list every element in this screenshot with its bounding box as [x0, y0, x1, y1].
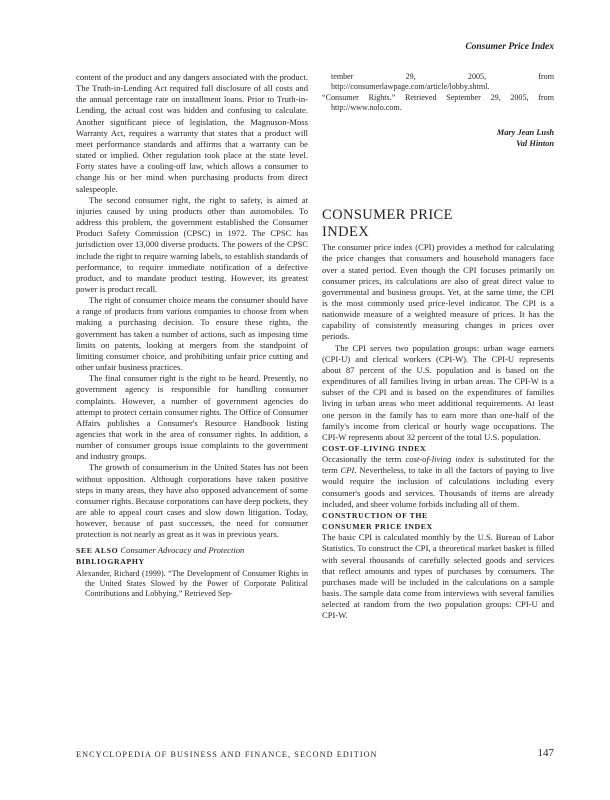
- bibliography-entry: “Consumer Rights.” Retrieved September 29, 2005, from http://www.nolo.com.: [322, 92, 554, 112]
- page-number: 147: [537, 747, 554, 759]
- body-paragraph: content of the product and any dangers associated with the product. The Truth-in-Lending Act required full disclosure of all costs and the annual percentage rate on installment loans. Prior to Truth-in-Lending, the actual cost was hidden and confusing to calculate. Another significant piece of legislation, the Magnuson-Moss Warranty Act, requires a warranty that states that a product will meet performance standards and affirms that a warranty can be stated or implied. Other regulation took place at the state level. Forty states have a cooling-off law, which allows a consumer to change his or her mind when purchasing products from direct salespeople.: [76, 72, 308, 194]
- section-heading: COST-OF-LIVING INDEX: [322, 444, 427, 453]
- see-also-label: SEE ALSO: [76, 545, 119, 555]
- left-column: [76, 72, 308, 600]
- body-paragraph: Occasionally the term cost-of-living index is substituted for the term CPI. Nevertheless, to take in all the factors of paying to live would require the inclusion of calculations including every consumer's goods and services. Thousands of items are already included, and sheer volume forbids including all of them.: [322, 454, 554, 509]
- bibliography-entry: Alexander, Richard (1999). “The Development of Consumer Rights in the United States Slowed by the Power of Corporate Political Contributions and Lobbying.” Retrieved Sep-: [76, 568, 308, 599]
- body-paragraph: The growth of consumerism in the United States has not been without opposition. Although corporations have taken positive steps in many areas, they have also opposed advancement of some consumer rights. Because corporations can have deep pockets, they are able to appeal court cases and slow down litigation. Today, however, because of past successes, the need for consumer protection is not nearly as great as it was in previous years.: [76, 462, 308, 540]
- bibliography-entry-continued: tember 29, 2005, from http://consumerlawpage.com/article/lobby.shtml.: [331, 72, 554, 92]
- entry-title: CONSUMER PRICE INDEX: [322, 207, 453, 240]
- right-column: [322, 72, 554, 622]
- body-paragraph: The right of consumer choice means the consumer should have a range of products from various companies to choose from when making a purchasing decision. To ensure these rights, the government has taken a number of actions, such as imposing time limits on patents, looking at mergers from the standpoint of limiting consumer choice, and prohibiting unfair price cutting and other unfair business practices.: [76, 295, 308, 373]
- body-paragraph: The consumer price index (CPI) provides a method for calculating the price changes that consumers and household managers face over a stated period. Even though the CPI focuses primarily on consumer prices, its calculations are also of great direct value to governmental and business groups. Yet, at the same time, the CPI is the most commonly used price-level indicator. The CPI is a nationwide measure of a weighted measure of prices. It has the capability of consistently measuring changes in prices over periods.: [322, 242, 554, 342]
- footer-book-title: ENCYCLOPEDIA OF BUSINESS AND FINANCE, SECOND EDITION: [76, 750, 378, 759]
- section-heading: CONSTRUCTION OF THE CONSUMER PRICE INDEX: [322, 510, 433, 532]
- body-paragraph: The CPI serves two population groups: urban wage earners (CPI-U) and clerical workers (CPI-W). The CPI-U represents about 87 percent of the U.S. population and is based on the expenditures of all families living in urban areas. The CPI-W is a subset of the CPI and is based on the expenditures of families living in urban areas who meet additional requirements. At least one person in the family has to earn more than one-half of the family's income from clerical or hourly wage occupations. The CPI-W represents about 32 percent of the total U.S. population.: [322, 342, 554, 442]
- see-also: [76, 545, 308, 556]
- body-paragraph: The basic CPI is calculated monthly by the U.S. Bureau of Labor Statistics. To construct the CPI, a theoretical market basket is filled with several thousands of carefully selected goods and services that reflect amounts and types of purchases by consumers. The purchases made will be included in the calculations on a sample basis. The sample data come from interviews with several families selected at random from the two population groups: CPI-U and CPI-W.: [322, 532, 554, 621]
- bibliography-heading: BIBLIOGRAPHY: [76, 556, 145, 566]
- author-name: Val Hinton: [516, 139, 554, 149]
- body-paragraph: The final consumer right is the right to be heard. Presently, no government agency is responsible for handling consumer complaints. However, a number of government agencies do attempt to protect certain consumer rights. The Office of Consumer Affairs publishes a Consumer's Resource Handbook listing agencies that work in the area of consumer rights. In addition, a number of consumer groups issue complaints to the government and industry groups.: [76, 373, 308, 462]
- running-head: Consumer Price Index: [465, 42, 554, 52]
- author-name: Mary Jean Lush: [496, 128, 554, 138]
- author-credits: [322, 127, 554, 149]
- see-also-link[interactable]: Consumer Advocacy and Protection: [120, 544, 245, 555]
- body-paragraph: The second consumer right, the right to safety, is aimed at injuries caused by using products other than automobiles. To address this problem, the government established the Consumer Product Safety Commission (CPSC) in 1972. The CPSC has jurisdiction over 13,000 diverse products. The powers of the CPSC include the right to require warning labels, to establish standards of performance, to require immediate notification of a defective product, and to mandate product testing. However, its greatest power is product recall.: [76, 194, 308, 294]
